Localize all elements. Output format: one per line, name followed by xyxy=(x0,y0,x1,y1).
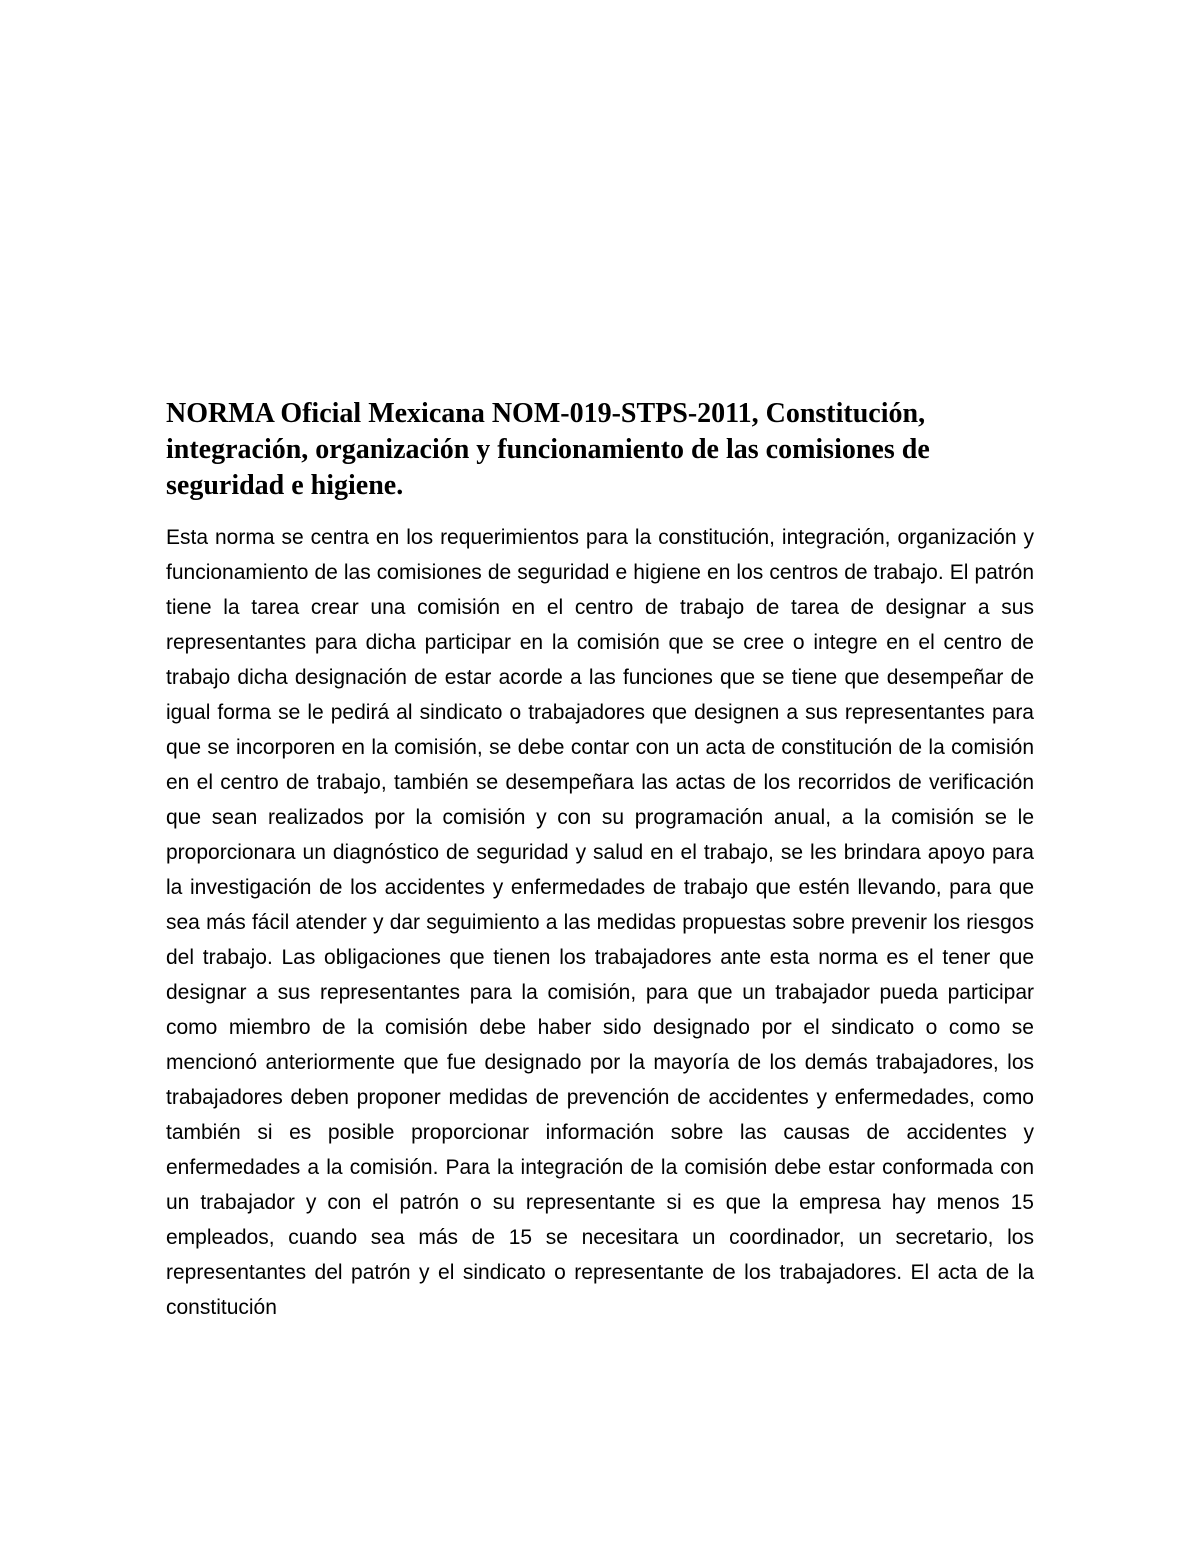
document-title: NORMA Oficial Mexicana NOM-019-STPS-2011, Constitución, integración, organización y funcionamiento de las comisiones de seguridad e higiene. xyxy=(166,398,930,501)
document-body-paragraph: Esta norma se centra en los requerimientos para la constitución, integración, organización y funcionamiento de las comisiones de seguridad e higiene en los centros de trabajo. El patrón tiene la tarea crear una comisión en el centro de trabajo de tarea de designar a sus representantes para dicha participar en la comisión que se cree o integre en el centro de trabajo dicha designación de estar acorde a las funciones que se tiene que desempeñar de igual forma se le pedirá al sindicato o trabajadores que designen a sus representantes para que se incorporen en la comisión, se debe contar con un acta de constitución de la comisión en el centro de trabajo, también se desempeñara las actas de los recorridos de verificación que sean realizados por la comisión y con su programación anual, a la comisión se le proporcionara un diagnóstico de seguridad y salud en el trabajo, se les brindara apoyo para la investigación de los accidentes y enfermedades de trabajo que estén llevando, para que sea más fácil atender y dar seguimiento a las medidas propuestas sobre prevenir los riesgos del trabajo. Las obligaciones que tienen los trabajadores ante esta norma es el tener que designar a sus representantes para la comisión, para que un trabajador pueda participar como miembro de la comisión debe haber sido designado por el sindicato o como se mencionó anteriormente que fue designado por la mayoría de los demás trabajadores, los trabajadores deben proponer medidas de prevención de accidentes y enfermedades, como también si es posible proporcionar información sobre las causas de accidentes y enfermedades a la comisión. Para la integración de la comisión debe estar conformada con un trabajador y con el patrón o su representante si es que la empresa hay menos 15 empleados, cuando sea más de 15 se necesitara un coordinador, un secretario, los representantes del patrón y el sindicato o representante de los trabajadores. El acta de la constitución xyxy=(166,526,1034,1319)
